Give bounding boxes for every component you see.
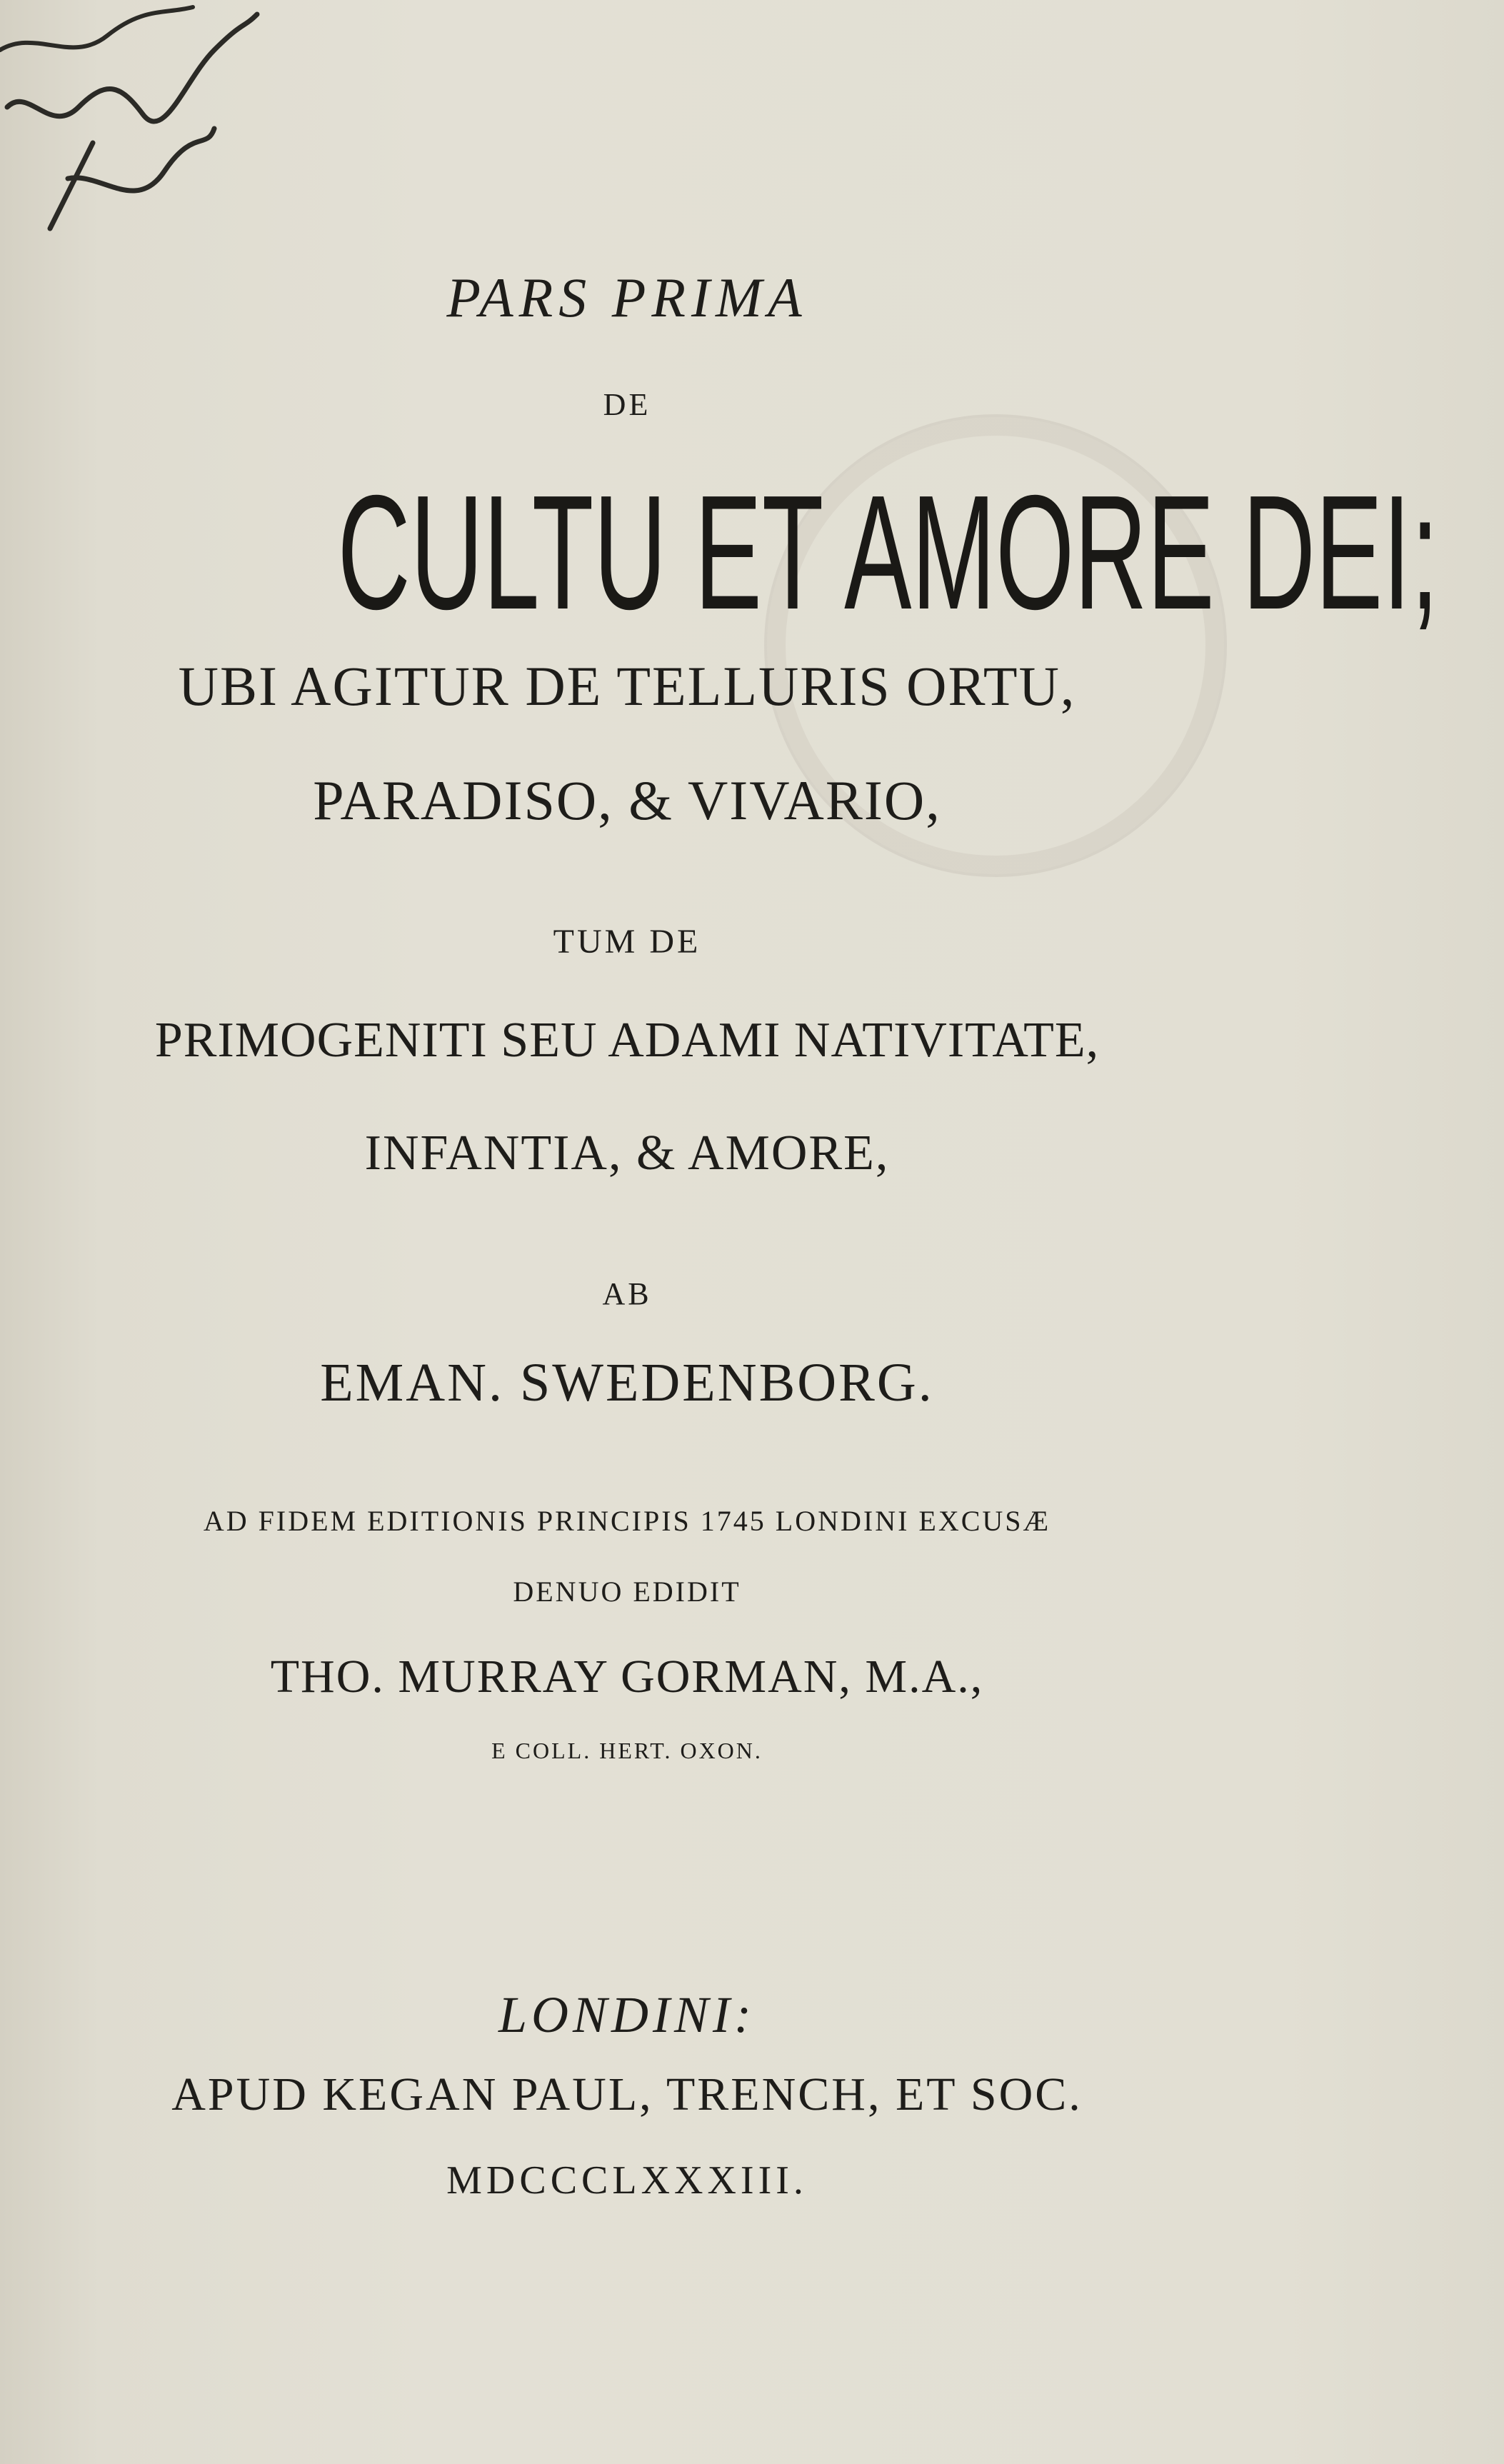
editor-name: THO. MURRAY GORMAN, M.A., [270,1651,984,1703]
subtitle-line-2: PARADISO, & VIVARIO, [313,769,941,831]
tum-de-label: TUM DE [553,923,701,961]
part-heading: PARS PRIMA [446,266,808,329]
publisher: APUD KEGAN PAUL, TRENCH, ET SOC. [171,2068,1083,2120]
main-title-text: CULTU ET AMORE DEI; [337,462,1439,643]
subtitle-line-1: UBI AGITUR DE TELLURIS ORTU, [178,655,1076,717]
denuo-edidit: DENUO EDIDIT [513,1576,741,1608]
editor-affiliation: E COLL. HERT. OXON. [491,1738,763,1763]
de-label: DE [603,387,651,422]
subtitle-line-4: INFANTIA, & AMORE, [364,1126,890,1181]
handwritten-scribble [0,0,300,243]
main-title [0,462,1439,643]
imprint-place: LONDINI: [498,1986,756,2043]
author-name: EMAN. SWEDENBORG. [320,1353,934,1413]
edition-note: AD FIDEM EDITIONIS PRINCIPIS 1745 LONDINI EXCUSÆ [203,1505,1051,1537]
subtitle-line-3: PRIMOGENITI SEU ADAMI NATIVITATE, [154,1013,1100,1068]
ab-label: AB [602,1276,652,1311]
publication-year: MDCCCLXXXIII. [446,2158,808,2203]
